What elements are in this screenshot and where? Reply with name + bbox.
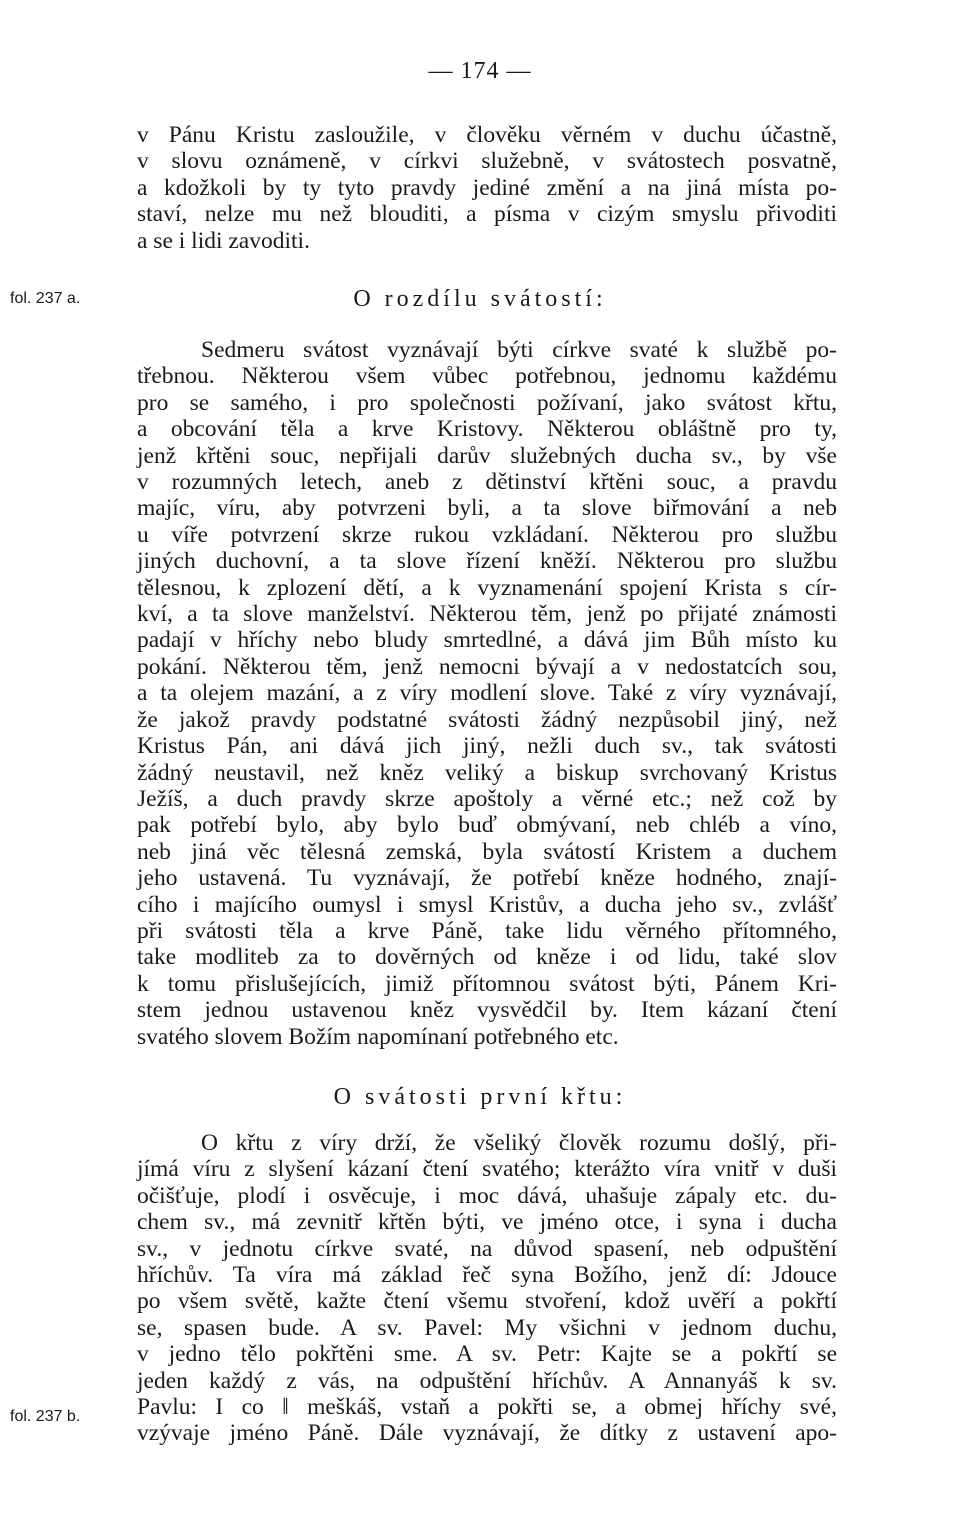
section-heading-sacraments: O rozdílu svátostí: — [353, 286, 607, 312]
text-line: Pavlu: I co ‖ meškáš, vstaň a pokřti se, a obmej hříchy své, — [137, 1394, 837, 1421]
text-line: jeden každý z vás, na odpuštění hříchův. A Annanyáš k sv. — [137, 1367, 837, 1394]
text-line: majíc, víru, aby potvrzeni byli, a ta slove biřmování a neb — [137, 495, 837, 522]
text-line: očišťuje, plodí i osvěcuje, i moc dává, uhašuje zápaly etc. du- — [137, 1182, 837, 1209]
text-line: neb jiná věc tělesná zemská, byla svátostí Kristem a duchem — [137, 838, 837, 865]
page-number: — 174 — — [428, 58, 532, 84]
text-line: vzývaje jméno Páně. Dále vyznávají, že dítky z ustavení apo- — [137, 1420, 837, 1447]
text-line: jenž křtěni souc, nepřijali darův služebných ducha sv., by vše — [137, 442, 837, 469]
text-line: po všem světě, kažte čtení všemu stvoření, kdož uvěří a pokřtí — [137, 1288, 837, 1315]
text-line: Ježíš, a duch pravdy skrze apoštoly a věrné etc.; než což by — [137, 785, 837, 812]
text-line: v Pánu Kristu zasloužile, v člověku věrném v duchu účastně, — [137, 122, 837, 148]
margin-note-fol-237a: fol. 237 a. — [10, 290, 81, 307]
margin-note-fol-237b: fol. 237 b. — [10, 1408, 81, 1425]
text-line: a se i lidi zavoditi. — [137, 227, 310, 254]
text-line: chem sv., má zevnitř křtěn býti, ve jméno otce, i syna i ducha — [137, 1209, 837, 1236]
text-line: sv., v jednotu církve svaté, na důvod spasení, neb odpuštění — [137, 1235, 837, 1262]
text-line: u víře potvrzení skrze rukou vzkládaní. Některou pro službu — [137, 521, 837, 548]
text-line: a obcování těla a krve Kristovy. Některou obláštně pro ty, — [137, 416, 837, 443]
text-line: pak potřebí bylo, aby bylo buď obmývaní, neb chléb a víno, — [137, 812, 837, 839]
text-line: kví, a ta slove manželství. Některou těm, jenž po přijaté známosti — [137, 601, 837, 628]
text-line: staví, nelze mu než blouditi, a písma v cizým smyslu přivoditi — [137, 201, 837, 228]
text-line: a kdožkoli by ty tyto pravdy jediné změní a na jiná místa po- — [137, 174, 837, 201]
text-line: jiných duchovní, a ta slove řízení kněží. Některou pro službu — [137, 548, 837, 575]
text-line: v slovu oznámeně, v církvi služebně, v svátostech posvatně, — [137, 148, 837, 175]
text-line: Sedmeru svátost vyznávají býti církve svaté k službě po- — [201, 337, 837, 363]
text-line: a ta olejem mazání, a z víry modlení slove. Také z víry vyznávají, — [137, 680, 837, 707]
text-line: v rozumných letech, aneb z dětinství křtěni souc, a pravdu — [137, 469, 837, 496]
text-line: žádný neustavil, než kněz veliký a biskup svrchovaný Kristus — [137, 759, 837, 786]
text-line: hříchův. Ta víra má základ řeč syna Božího, jenž dí: Jdouce — [137, 1262, 837, 1289]
text-line: jímá víru z slyšení kázaní čtení svatého; kterážto víra vnitř v duši — [137, 1156, 837, 1183]
text-line: třebnou. Některou všem vůbec potřebnou, jednomu každému — [137, 363, 837, 390]
paragraph-continuation — [137, 122, 837, 254]
text-line: cího i majícího oumysl i smysl Kristův, a ducha jeho sv., zvlášť — [137, 891, 837, 918]
text-line: se, spasen bude. A sv. Pavel: My všichni v jednom duchu, — [137, 1314, 837, 1341]
text-line: stem jednou ustavenou kněz vysvědčil by. Item kázaní čtení — [137, 997, 837, 1024]
text-line: pro se samého, i pro společnosti požívaní, jako svátost křtu, — [137, 389, 837, 416]
text-line: svatého slovem Božím napomínaní potřebného etc. — [137, 1023, 619, 1050]
text-line: v jedno tělo pokřtěni sme. A sv. Petr: Kajte se a pokřtí se — [137, 1341, 837, 1368]
text-line: při svátosti těla a krve Páně, take lidu věrného přítomného, — [137, 917, 837, 944]
text-line: tělesnou, k zplození dětí, a k vyznamenání spojení Krista s cír- — [137, 574, 837, 601]
text-line: padají v hříchy nebo bludy smrtedlné, a dává jim Bůh místo ku — [137, 627, 837, 654]
paragraph-baptism — [137, 1130, 837, 1447]
text-line: Kristus Pán, ani dává jich jiný, nežli duch sv., tak svátosti — [137, 733, 837, 760]
text-line: pokání. Některou těm, jenž nemocni bývají a v nedostatcích sou, — [137, 653, 837, 680]
text-line: jeho ustavená. Tu vyznávají, že potřebí kněze hodného, znají- — [137, 865, 837, 892]
text-line: k tomu přislušejících, jimiž přítomnou svátost býti, Pánem Kri- — [137, 970, 837, 997]
text-line: take modliteb za to dověrných od kněze i od lidu, také slov — [137, 944, 837, 971]
section-heading-baptism: O svátosti první křtu: — [333, 1084, 627, 1110]
text-line: že jakož pravdy podstatné svátosti žádný nezpůsobil jiný, než — [137, 706, 837, 733]
text-line: O křtu z víry drží, že všeliký člověk rozumu došlý, při- — [201, 1130, 837, 1156]
paragraph-sacraments — [137, 337, 837, 1050]
